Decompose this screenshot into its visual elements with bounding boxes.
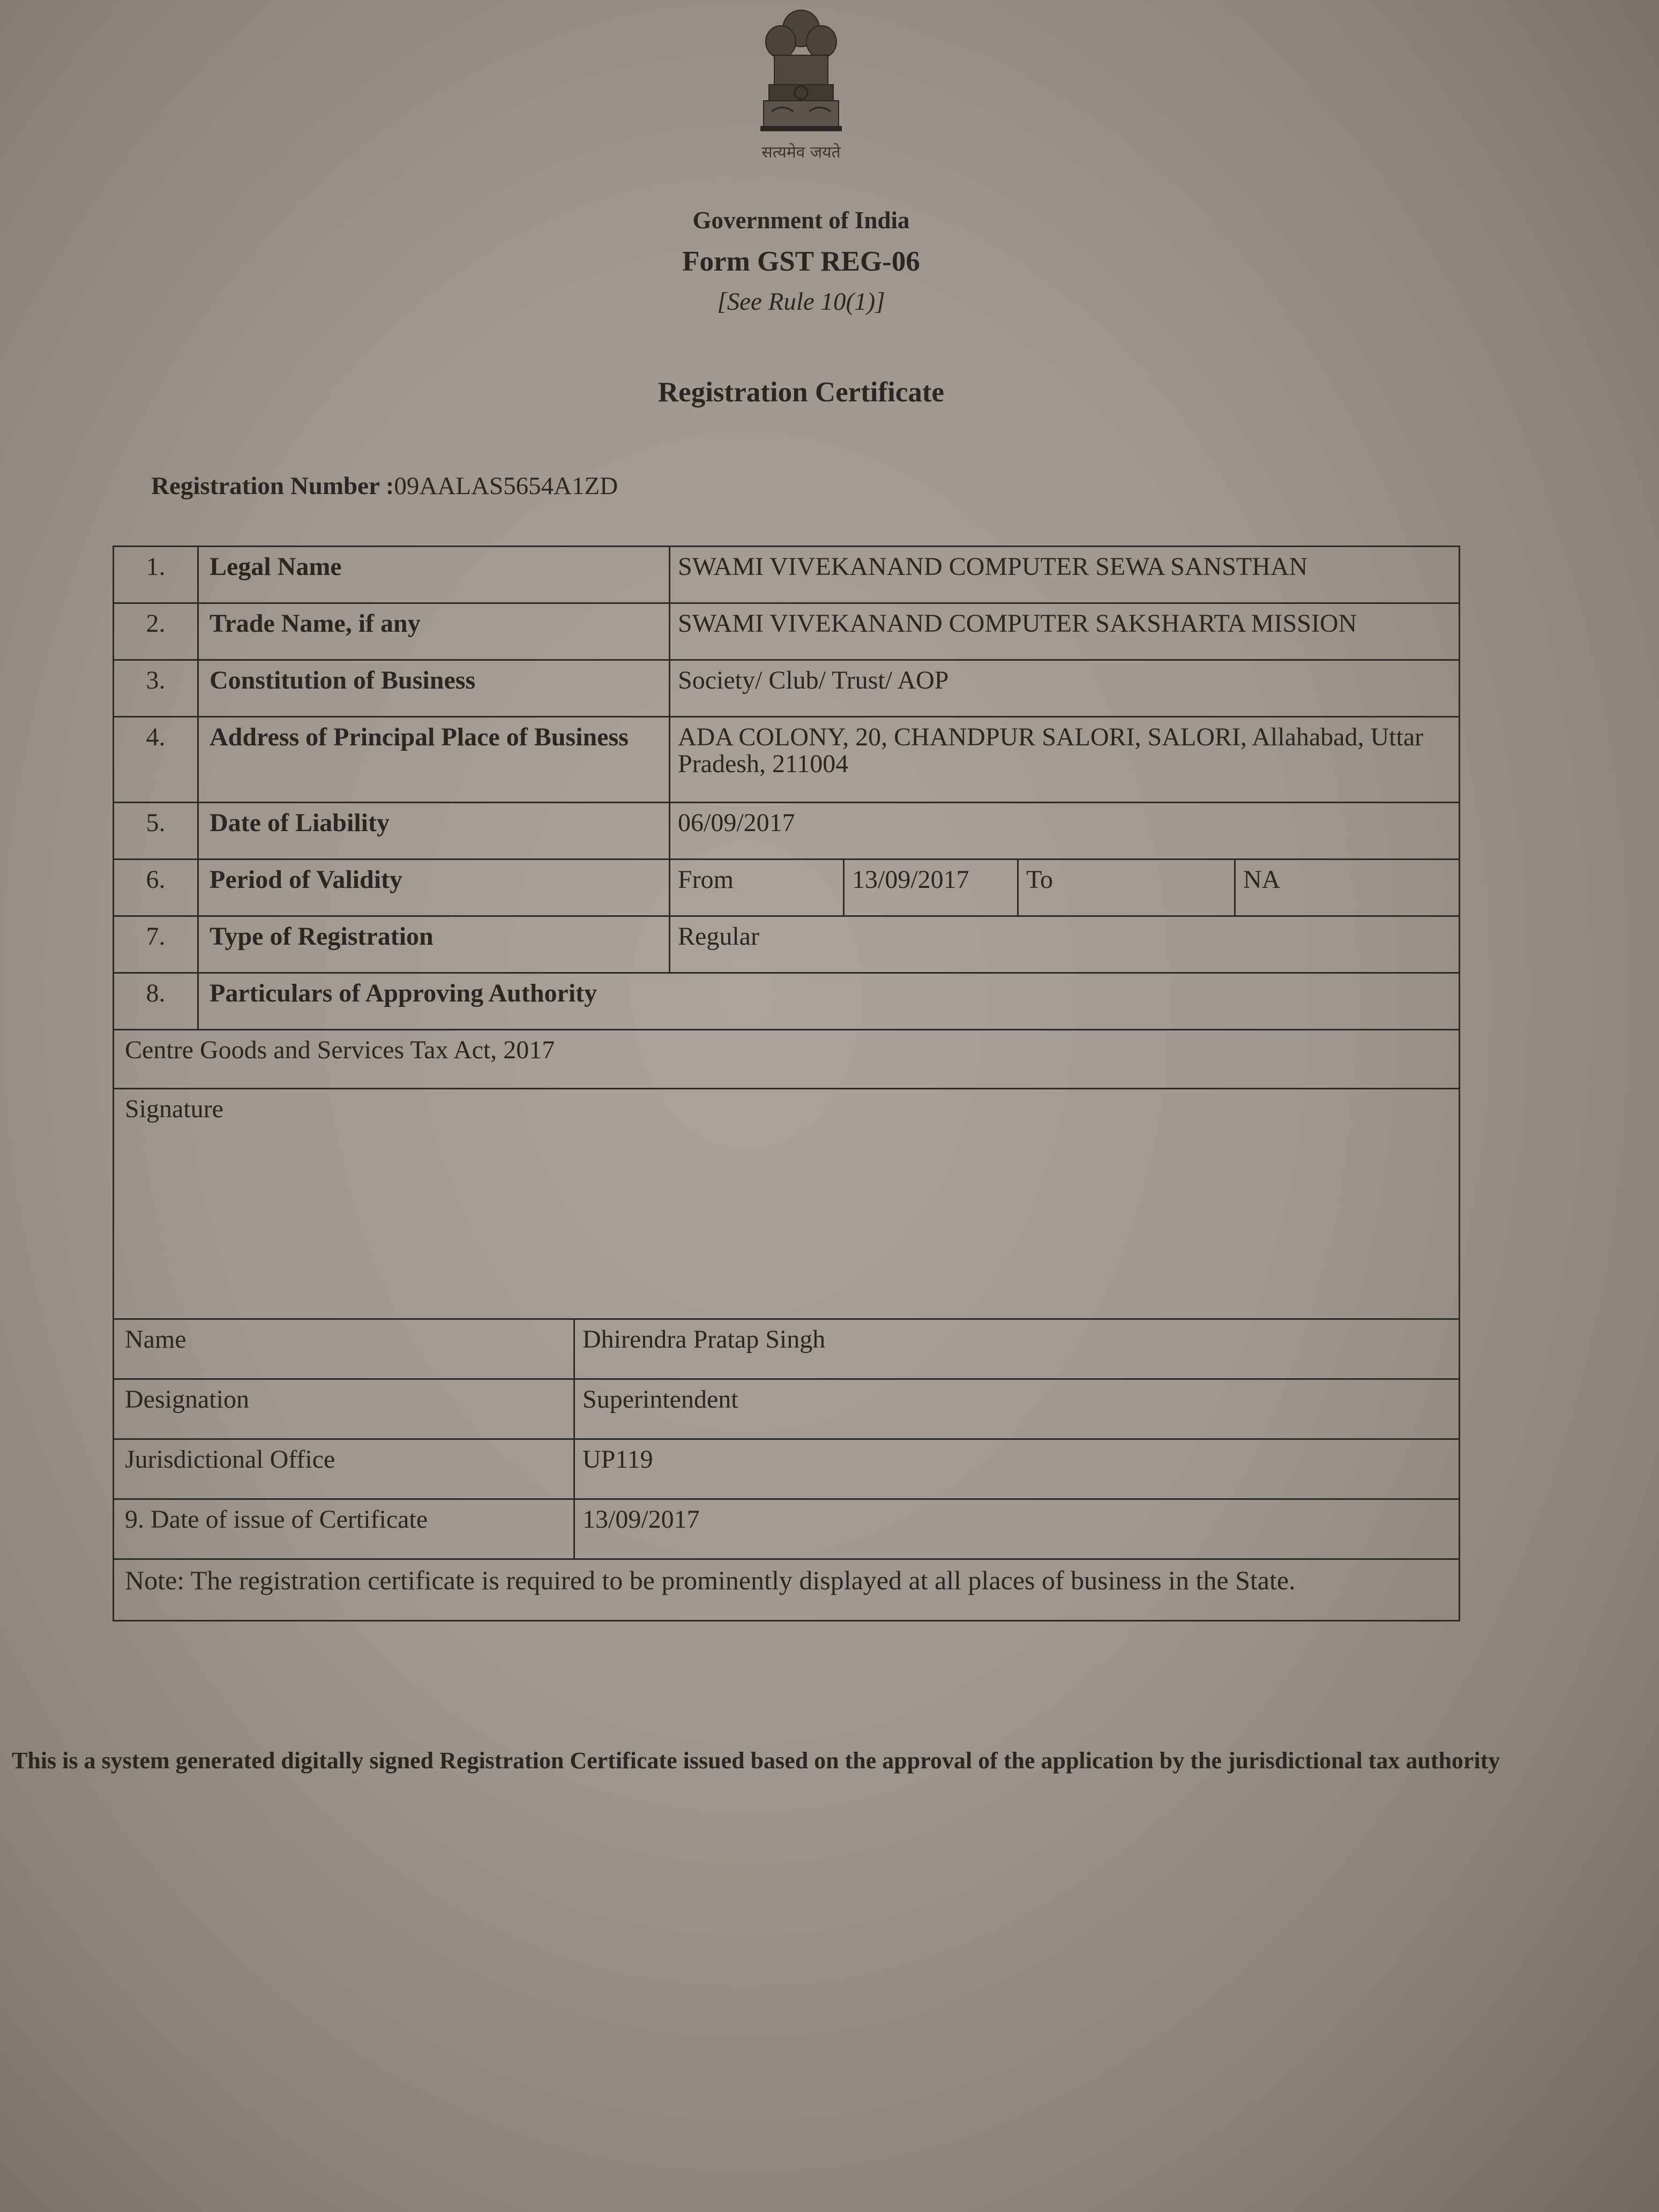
row-value: SWAMI VIVEKANAND COMPUTER SEWA SANSTHAN [678,552,1308,581]
signature-label: Signature [125,1095,223,1123]
certificate-title: Registration Certificate [657,377,945,408]
row-number: 5. [114,803,199,858]
system-generated-footer: This is a system generated digitally signed Registration Certificate issued based on the approval of the application by the jurisdictional tax authority [12,1747,1500,1774]
table-row [114,974,1459,1030]
jurisdictional-office-value: UP119 [582,1445,653,1474]
issue-date-label: 9. Date of issue of Certificate [114,1500,575,1558]
officer-name-value: Dhirendra Pratap Singh [582,1325,826,1354]
designation-label: Designation [114,1380,575,1438]
row-label: Particulars of Approving Authority [210,979,597,1007]
form-name: Form GST REG-06 [682,246,920,277]
table-row [114,803,1459,860]
national-motto: सत्यमेव जयते [761,143,841,162]
row-value: SWAMI VIVEKANAND COMPUTER SAKSHARTA MISSION [678,609,1357,638]
row-number: 8. [114,974,199,1029]
table-row [114,718,1459,803]
registration-number [151,472,618,500]
note-row [114,1560,1459,1620]
table-row [114,1320,1459,1380]
registration-number-value: 09AALAS5654A1ZD [394,472,618,500]
registration-number-label: Registration Number : [151,472,394,500]
row-label: Period of Validity [199,860,670,915]
row-number: 2. [114,604,199,659]
validity-from-date: 13/09/2017 [845,860,1019,915]
table-row [114,860,1459,917]
validity-to-label: To [1019,860,1236,915]
row-label: Legal Name [199,547,670,602]
table-row [114,1030,1459,1089]
row-value: 06/09/2017 [678,809,795,837]
table-row [114,661,1459,718]
row-number: 1. [114,547,199,602]
validity-to-date: NA [1243,865,1281,894]
rule-reference: [See Rule 10(1)] [717,288,885,316]
table-row [114,917,1459,974]
display-note: Note: The registration certificate is required to be prominently displayed at all places of business in the State. [125,1565,1296,1595]
table-row [114,547,1459,604]
table-row [114,1500,1459,1560]
table-row [114,1440,1459,1500]
certificate-table [113,545,1460,1621]
row-number: 3. [114,661,199,716]
row-value: Society/ Club/ Trust/ AOP [678,666,949,694]
row-label: Trade Name, if any [199,604,670,659]
table-row [114,1380,1459,1440]
row-label: Constitution of Business [199,661,670,716]
row-number: 6. [114,860,199,915]
row-label: Date of Liability [199,803,670,858]
row-number: 4. [114,718,199,802]
designation-value: Superintendent [582,1385,738,1414]
authority-act: Centre Goods and Services Tax Act, 2017 [125,1036,555,1064]
row-value: ADA COLONY, 20, CHANDPUR SALORI, SALORI, Allahabad, Uttar Pradesh, 211004 [678,723,1424,779]
officer-name-label: Name [114,1320,575,1378]
jurisdictional-office-label: Jurisdictional Office [114,1440,575,1498]
government-title: Government of India [692,207,910,234]
table-row [114,604,1459,661]
row-label: Type of Registration [199,917,670,972]
state-emblem-icon [748,4,855,154]
row-number: 7. [114,917,199,972]
signature-row [114,1089,1459,1320]
validity-from-label: From [670,860,845,915]
row-label: Address of Principal Place of Business [199,718,670,802]
row-value: Regular [678,922,759,951]
issue-date-value: 13/09/2017 [582,1505,700,1534]
